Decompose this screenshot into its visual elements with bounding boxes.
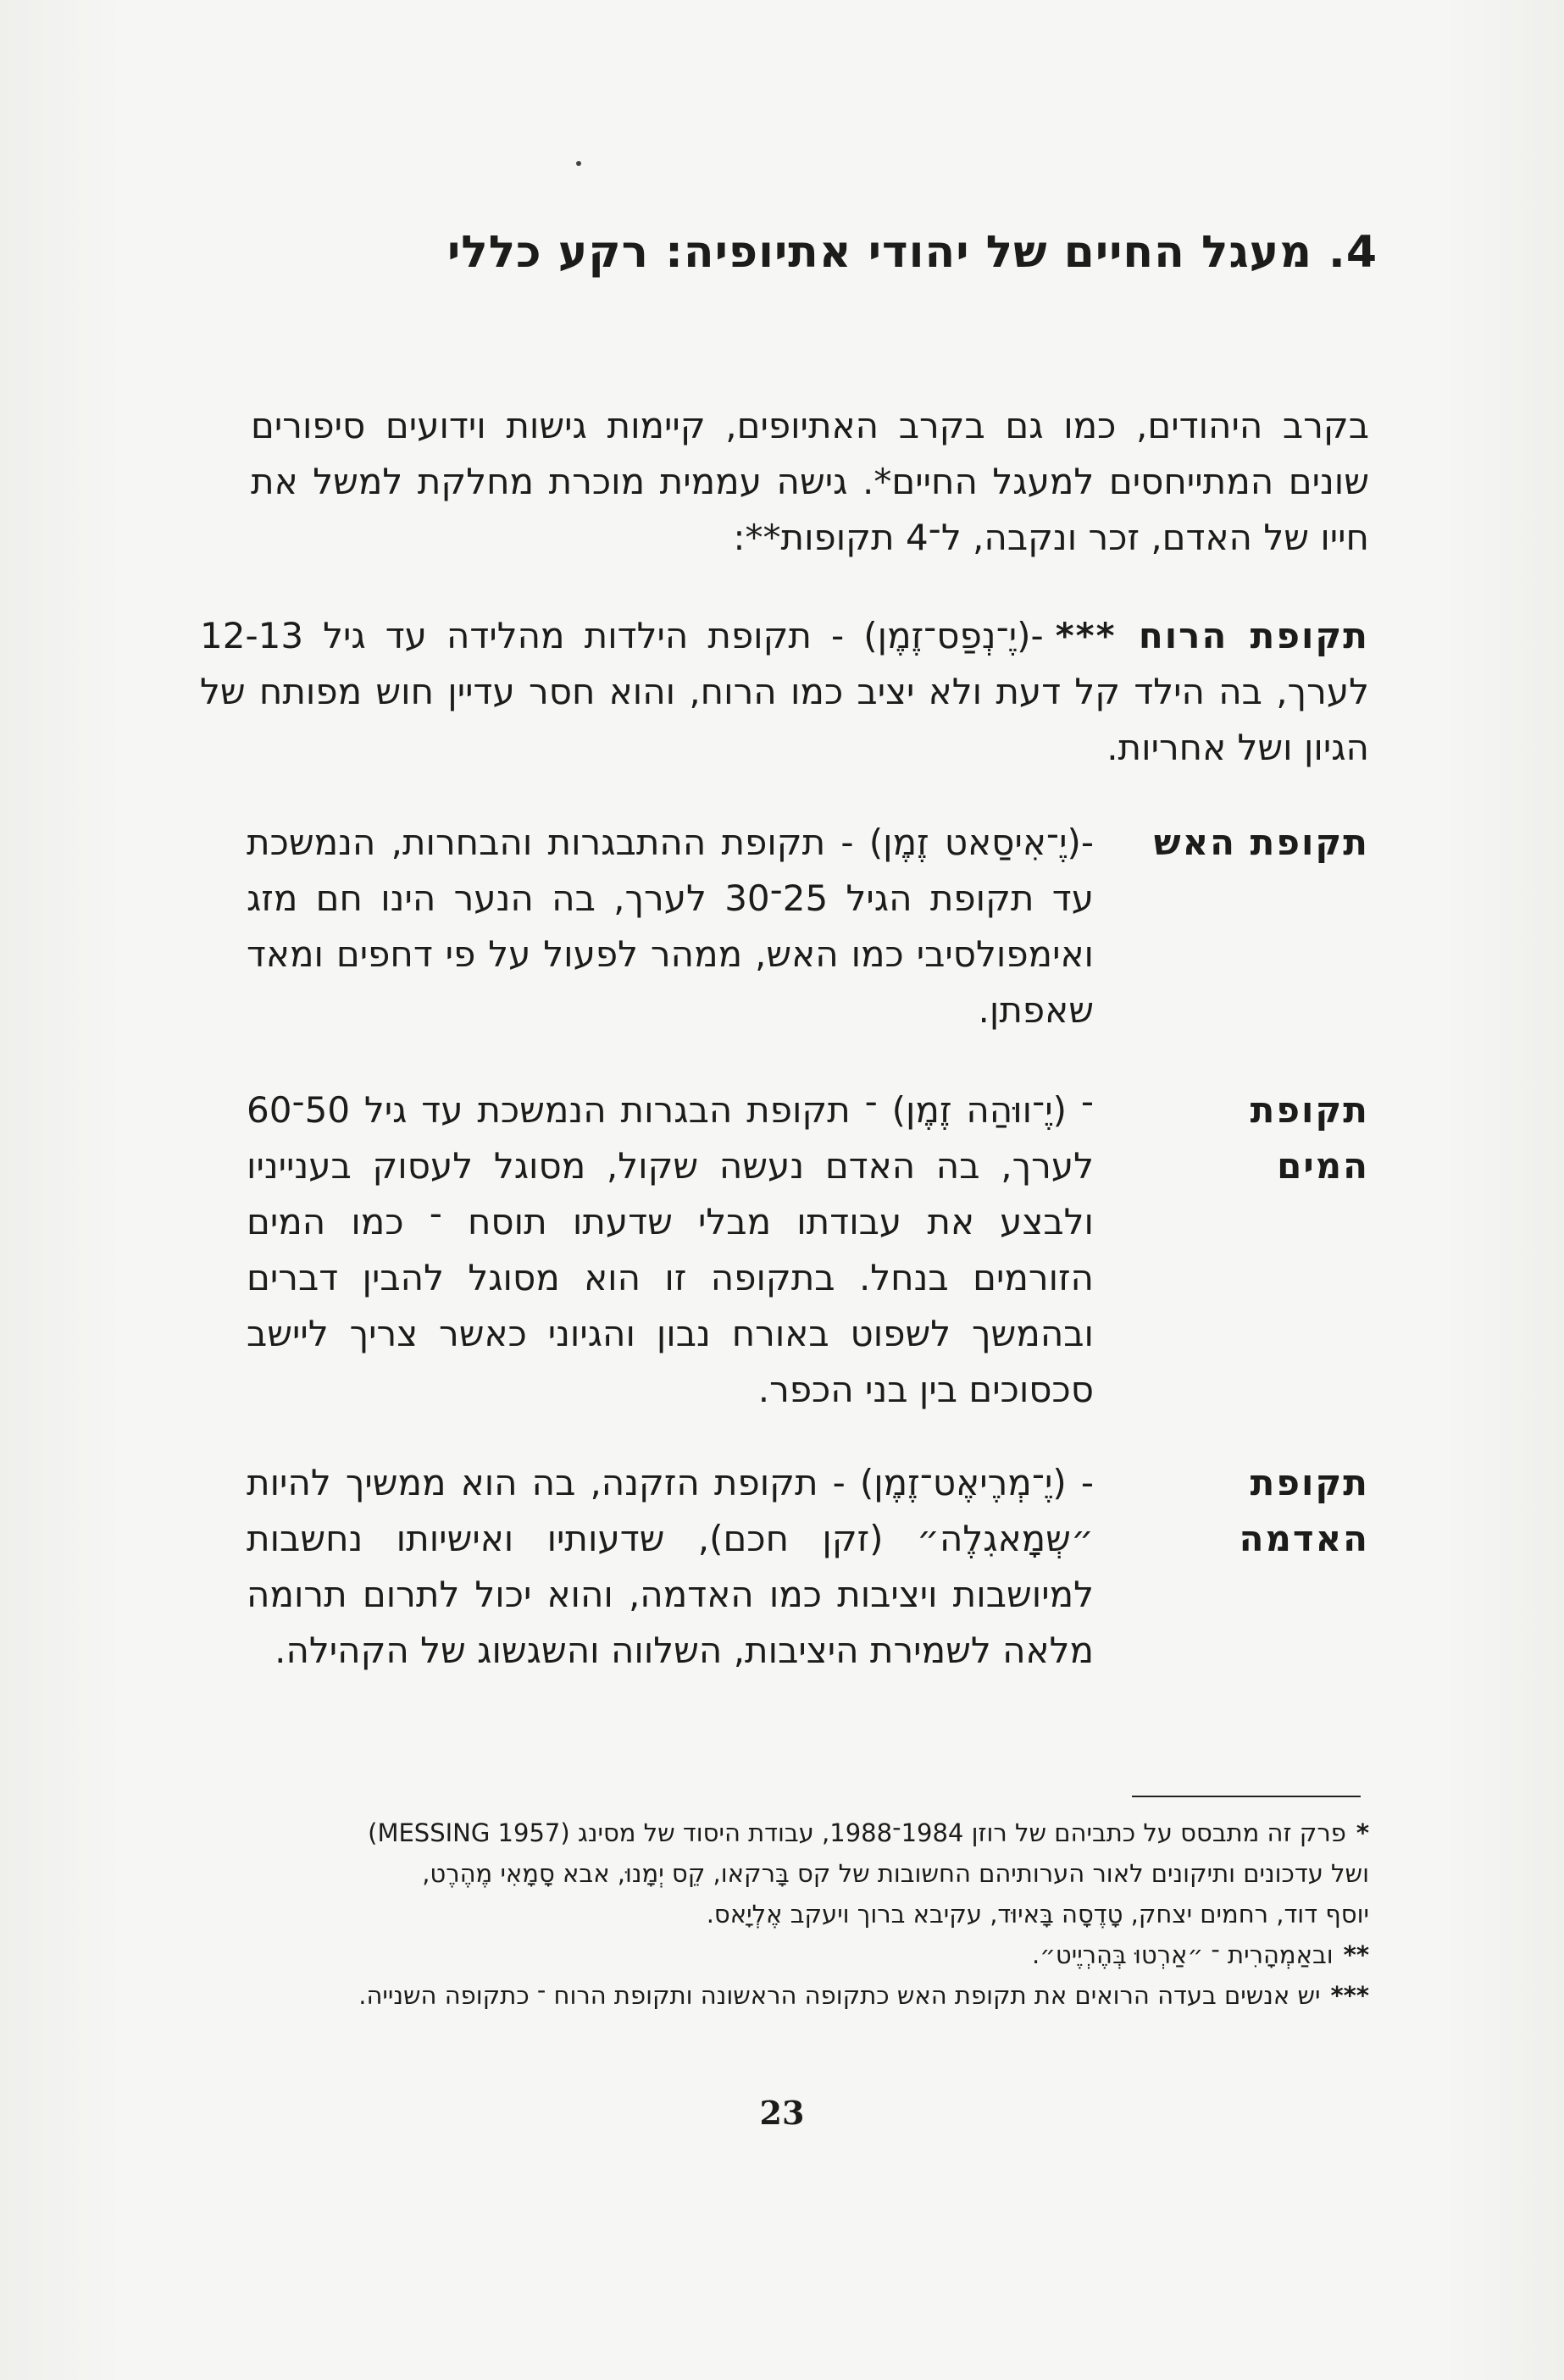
footnote-3: ***יש אנשים בעדה הרואים את תקופת האש כתקופה הראשונה ותקופת הרוח ־ כתקופה השנייה. <box>358 1981 1369 2010</box>
footnote-1-line-3: יוסף דוד, רחמים יצחק, טָדֶסָה בָּאיוּד, עקיבא ברוך ויעקב אֶלְיָאס. <box>706 1900 1369 1929</box>
footnote-3-mark: *** <box>1330 1981 1369 2010</box>
period-earth-label: תקופת האדמה <box>1239 1462 1369 1559</box>
period-water <box>200 1082 1369 1418</box>
footnotes <box>200 1813 1369 2016</box>
intro-paragraph: בקרב היהודים, כמו גם בקרב האתיופים, קיימות גישות וידועים סיפורים שונים המתייחסים למעגל החיים*. גישה עממית מוכרת מחלקת למשל את חייו של האדם, זכר ונקבה, ל־4 תקופות**: <box>251 405 1369 558</box>
footnote-separator <box>1132 1796 1361 1797</box>
period-earth <box>200 1455 1369 1679</box>
period-wind-label: תקופת הרוח *** <box>1055 615 1369 656</box>
footnote-1-line-1: *פרק זה מתבסס על כתביהם של רוזן 1984־1988, עבודת היסוד של מסינג (MESSING 1957) <box>368 1818 1369 1847</box>
period-wind-body <box>200 608 1369 776</box>
footnote-1-line-2: ושל עדכונים ותיקונים לאור הערותיהם החשובות של קס בָּרקאו, קֵס יְמָנוּ, אבא סָמָאִי מֶהֶרֶט, <box>422 1859 1369 1888</box>
period-water-label: תקופת המים <box>1250 1089 1369 1187</box>
page-number: 23 <box>759 2094 805 2132</box>
footnote-1-mark: * <box>1356 1818 1369 1847</box>
period-fire-label: תקופת האש <box>1153 822 1369 863</box>
footnote-2-mark: ** <box>1343 1940 1369 1969</box>
period-fire <box>200 815 1369 1038</box>
period-fire-text: -(יֶ־אִיסַאט זֶמֶן) - תקופת ההתבגרות והבחרות, הנמשכת עד תקופת הגיל 25־30 לערך, בה הנער הינו חם מזג ואימפולסיבי כמו האש, ממהר לפעול על פי דחפים ומאד שאפתן. <box>247 822 1094 1031</box>
chapter-title: 4. מעגל החיים של יהודי אתיופיה: רקע כללי <box>446 227 1378 278</box>
period-water-text: ־ (יֶ־ווּהַה זֶמֶן) ־ תקופת הבגרות הנמשכת עד גיל 50־60 לערך, בה האדם נעשה שקול, מסוגל לעסוק בענייניו ולבצע את עבודתו מבלי שדעתו תוסח ־ כמו המים הזורמים בנחל. בתקופה זו הוא מסוגל להבין דברים ובהמשך לשפוט באורח נבון והגיוני כאשר צריך ליישב סכסוכים בין בני הכפר. <box>247 1089 1094 1410</box>
period-wind-text: -(יֶ־נְפַס־זֶמֶן) - תקופת הילדות מהלידה עד גיל 12-13 לערך, בה הילד קל דעת ולא יציב כמו הרוח, והוא חסר עדיין חוש מפותח של הגיון ושל אחריות. <box>200 615 1369 768</box>
period-wind <box>200 608 1369 776</box>
period-earth-text: - (יֶ־מְרֶיאֶט־זֶמֶן) - תקופת הזקנה, בה הוא ממשיך להיות ״שְמָאגִלֶה״ (זקן חכם), שדעותיו ואישיותו נחשבות למיושבות ויציבות כמו האדמה, והוא יכול לתרום תרומה מלאה לשמירת היציבות, השלווה והשגשוג של הקהילה. <box>247 1462 1094 1671</box>
speck-dot <box>576 161 581 166</box>
footnote-2: **ובאַמְהָרִית ־ ״אַרְטוּ בְּהֶרְיֶיט״. <box>1032 1940 1369 1969</box>
